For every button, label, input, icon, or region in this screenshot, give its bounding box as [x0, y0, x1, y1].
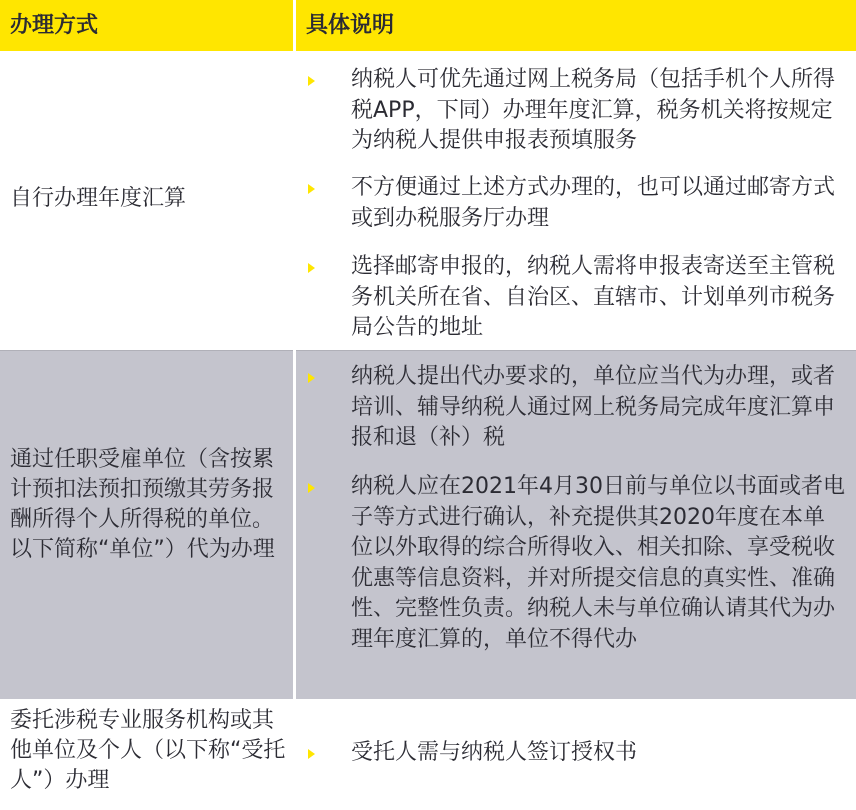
bullet-icon — [308, 263, 315, 273]
bullet-icon — [308, 483, 315, 493]
table-header — [0, 0, 856, 51]
bullet-icon — [308, 184, 315, 194]
header-method: 办理方式 — [10, 13, 99, 38]
details-cell: 受托人需与纳税人签订授权书 — [296, 701, 856, 810]
table-row — [0, 351, 856, 699]
bullet-icon — [308, 76, 315, 86]
method-cell: 通过任职受雇单位（含按累计预扣法预扣预缴其劳务报酬所得个人所得税的单位。以下简称“单位”）代为办理 — [10, 447, 275, 562]
table-row — [0, 51, 856, 350]
method-cell: 自行办理年度汇算 — [10, 186, 187, 211]
header-details: 具体说明 — [306, 13, 395, 38]
details-cell: 纳税人提出代办要求的，单位应当代为办理，或者培训、辅导纳税人通过网上税务局完成年度汇算申报和退（补）税 纳税人应在2021年4月30日前与单位以书面或者电子等方式进行确认，补充提供其2020年度在本单位以外取得的综合所得收入、相关扣除、享受税收优惠等信息资料，并对所提交信息的真实性、准确性、完整性负责。纳税人未与单位确认请其代为办理年度汇算的，单位不得代办 — [296, 351, 856, 699]
details-cell: 纳税人可优先通过网上税务局（包括手机个人所得税APP，下同）办理年度汇算，税务机关将按规定为纳税人提供申报表预填服务 不方便通过上述方式办理的，也可以通过邮寄方式或到办税服务厅办理 选择邮寄申报的，纳税人需将申报表寄送至主管税务机关所在省、自治区、直辖市、计划单列市税务局公告的地址 — [296, 51, 856, 350]
bullet-icon — [308, 373, 315, 383]
column-divider — [293, 0, 296, 810]
method-cell: 委托涉税专业服务机构或其他单位及个人（以下称“受托人”）办理 — [10, 708, 286, 793]
bullet-icon — [308, 749, 315, 759]
table-row — [0, 701, 856, 810]
